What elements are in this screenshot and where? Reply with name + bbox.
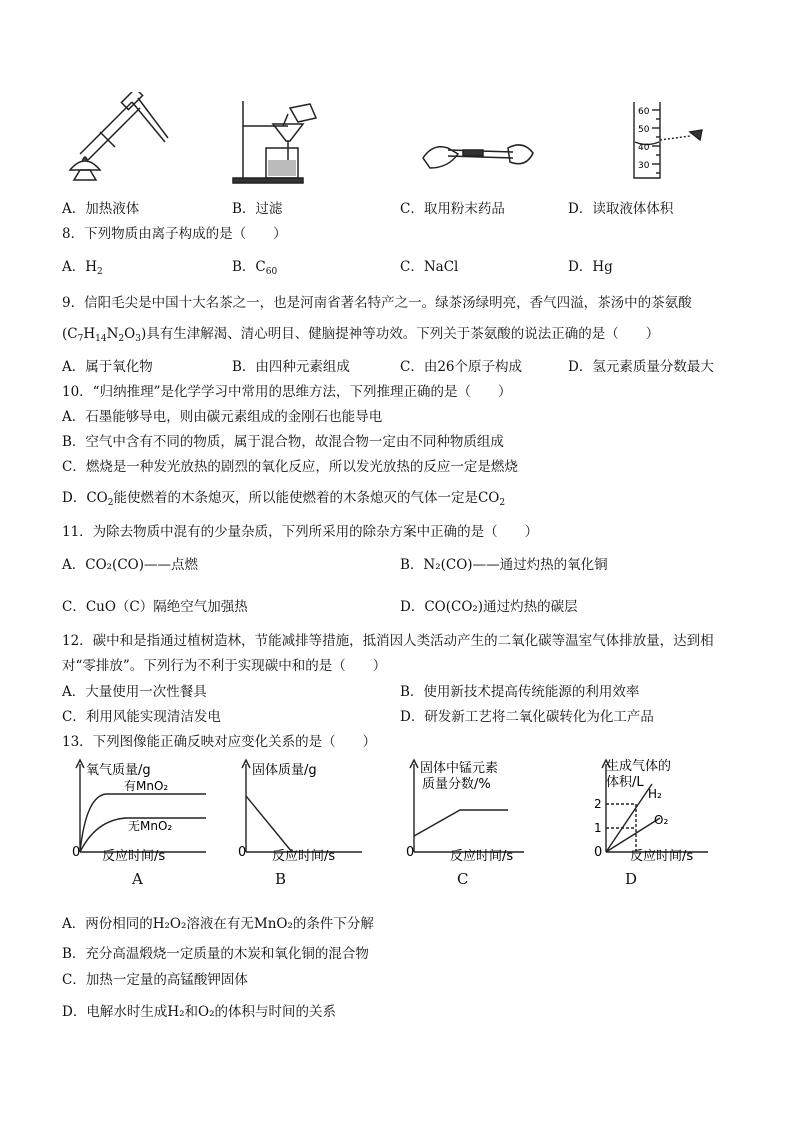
q8-option-c[interactable]: C．NaCl (400, 259, 459, 275)
q12-stem-line2: 对“零排放”。下列行为不利于实现碳中和的是（ ） (62, 658, 387, 674)
q8-stem: 8．下列物质由离子构成的是（ ） (62, 226, 287, 242)
graph-d-h2-label: H₂ (648, 787, 662, 801)
q10-option-c[interactable]: C．燃烧是一种发光放热的剧烈的氧化反应，所以发光放热的反应一定是燃烧 (62, 459, 518, 475)
graph-d-origin: 0 (594, 845, 603, 860)
q13-option-a[interactable]: A．两份相同的H₂O₂溶液在有无MnO₂的条件下分解 (62, 916, 374, 932)
q7-option-d[interactable]: D．读取液体体积 (568, 201, 674, 217)
graph-d-tick-1: 1 (594, 821, 602, 835)
q7-option-c[interactable]: C．取用粉末药品 (400, 201, 505, 217)
graph-d-o2-label: O₂ (654, 813, 669, 827)
filtration-illustration (228, 96, 318, 186)
cylinder-tick-30: 30 (638, 161, 650, 171)
q9-stem-line2: $(C_7H_{14}N_2O_3)$具有生津解渴、清心明目、健脑提神等功效。下列关于茶氨酸的说法正确的是（ ） (62, 326, 660, 344)
graph-c-line (414, 810, 508, 836)
q12-option-d[interactable]: D．研发新工艺将二氧化碳转化为化工产品 (400, 709, 654, 725)
graduated-cylinder-illustration (630, 100, 710, 182)
q10-stem: 10．“归纳推理”是化学学习中常用的思维方法，下列推理正确的是（ ） (62, 384, 512, 400)
q11-stem: 11．为除去物质中混有的少量杂质，下列所采用的除杂方案中正确的是（ ） (62, 524, 539, 540)
q7-option-a[interactable]: A．加热液体 (62, 201, 140, 217)
graph-d (584, 756, 714, 891)
q11-option-a[interactable]: A．CO₂(CO)——点燃 (62, 557, 198, 573)
graph-d-o2-line (606, 818, 660, 852)
graph-d-tick-2: 2 (594, 797, 602, 811)
q13-option-b[interactable]: B．充分高温煅烧一定质量的木炭和氧化铜的混合物 (62, 946, 369, 962)
graph-c-ylabel-1: 固体中锰元素 (420, 761, 499, 776)
heating-liquid-illustration (60, 92, 170, 184)
graph-d-ylabel-1: 生成气体的 (606, 759, 672, 774)
graph-a-curve1-label: 有MnO₂ (124, 779, 169, 793)
graph-a-ylabel: 氧气质量/g (86, 763, 151, 778)
q8-option-d[interactable]: D．Hg (568, 259, 613, 275)
q10-option-a[interactable]: A．石墨能够导电，则由碳元素组成的金刚石也能导电 (62, 409, 383, 425)
q12-option-c[interactable]: C．利用风能实现清洁发电 (62, 709, 221, 725)
graph-a-origin: 0 (72, 845, 81, 860)
graph-b-ylabel: 固体质量/g (252, 763, 317, 778)
q8-option-b[interactable]: B．$C_{60}$ (232, 259, 278, 277)
graph-b-line (246, 796, 292, 852)
q12-option-b[interactable]: B．使用新技术提高传统能源的利用效率 (400, 684, 640, 700)
graph-b (232, 756, 372, 891)
q9-option-b[interactable]: B．由四种元素组成 (232, 359, 350, 375)
graph-a-letter: A (132, 870, 143, 888)
graph-a-curve2-label: 无MnO₂ (128, 819, 173, 833)
graph-c-ylabel-2: 质量分数/% (422, 777, 491, 792)
cylinder-tick-50: 50 (638, 125, 650, 135)
graph-d-xlabel: 反应时间/s (630, 849, 694, 864)
q11-option-d[interactable]: D．CO(CO₂)通过灼热的碳层 (400, 599, 578, 615)
graph-c-origin: 0 (406, 845, 415, 860)
q9-stem-line1: 9．信阳毛尖是中国十大名茶之一，也是河南省著名特产之一。绿茶汤绿明亮，香气四溢，茶汤中的茶氨酸 (62, 295, 692, 311)
q11-option-b[interactable]: B．N₂(CO)——通过灼热的氧化铜 (400, 557, 608, 573)
q9-option-c[interactable]: C．由26个原子构成 (400, 359, 523, 375)
graph-d-h2-line (606, 784, 652, 852)
powder-taking-illustration (418, 128, 538, 176)
graph-b-xlabel: 反应时间/s (272, 849, 336, 864)
q13-stem: 13．下列图像能正确反映对应变化关系的是（ ） (62, 734, 377, 750)
q9-option-a[interactable]: A．属于氧化物 (62, 359, 153, 375)
q9-option-d[interactable]: D．氢元素质量分数最大 (568, 359, 714, 375)
graph-b-origin: 0 (238, 845, 247, 860)
graph-c-letter: C (457, 870, 469, 888)
graph-d-letter: D (625, 870, 638, 888)
q12-option-a[interactable]: A．大量使用一次性餐具 (62, 684, 207, 700)
cylinder-tick-60: 60 (638, 107, 650, 117)
graph-d-ylabel-2: 体积/L (606, 775, 644, 790)
q11-option-c[interactable]: C．CuO（C）隔绝空气加强热 (62, 599, 248, 615)
q13-option-c[interactable]: C．加热一定量的高锰酸钾固体 (62, 972, 248, 988)
q10-option-d[interactable]: D．$CO_2$能使燃着的木条熄灭，所以能使燃着的木条熄灭的气体一定是$CO_2$ (62, 490, 506, 508)
theanine-formula: $(C_7H_{14}N_2O_3)$ (62, 326, 147, 344)
graph-b-letter: B (275, 870, 287, 888)
q13-option-d[interactable]: D．电解水时生成H₂和O₂的体积与时间的关系 (62, 1004, 336, 1020)
q12-stem-line1: 12．碳中和是指通过植树造林，节能减排等措施，抵消因人类活动产生的二氧化碳等温室气体排放量，达到相 (62, 633, 714, 649)
q10-option-b[interactable]: B．空气中含有不同的物质，属于混合物，故混合物一定由不同种物质组成 (62, 434, 504, 450)
cylinder-tick-40: 40 (638, 143, 650, 153)
graph-a-xlabel: 反应时间/s (102, 849, 166, 864)
q7-option-b[interactable]: B．过滤 (232, 201, 283, 217)
graph-c-xlabel: 反应时间/s (450, 849, 514, 864)
q8-option-a[interactable]: A．$H_2$ (62, 259, 103, 277)
